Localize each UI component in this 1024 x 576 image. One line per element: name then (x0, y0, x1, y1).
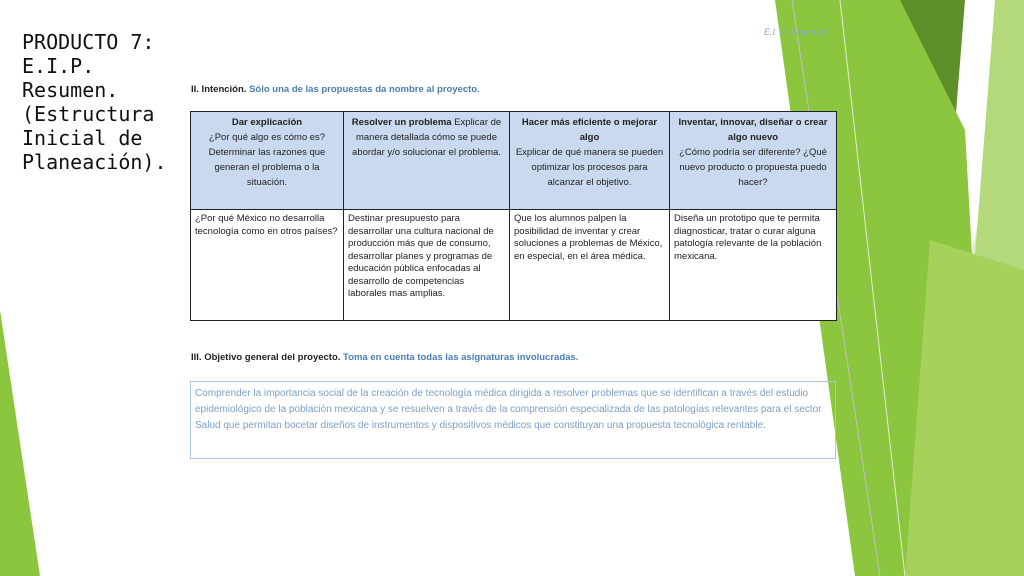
header-title: Resolver un problema (351, 117, 452, 128)
table-cell: Diseña un prototipo que te permita diagnosticar, tratar o curar alguna patología relevante de la población mexicana. (670, 210, 837, 321)
table-row (191, 210, 837, 321)
table-header-cell (344, 112, 510, 210)
table-cell: Que los alumnos palpen la posibilidad de inventar y crear soluciones a problemas de México, en especial, en el área médica. (510, 210, 670, 321)
slide-title: PRODUCTO 7: E.I.P. Resumen. (Estructura Inicial de Planeación). (22, 30, 167, 174)
table-cell: ¿Por qué México no desarrolla tecnología como en otros países? (191, 210, 344, 321)
table-header-cell (670, 112, 837, 210)
table-header-row (191, 112, 837, 210)
table-header-cell (191, 112, 344, 210)
section-intent-heading (191, 84, 480, 95)
section-objective-label: III. Objetivo general del proyecto. (191, 352, 341, 363)
section-intent-label: II. Intención. (191, 84, 247, 95)
header-title: Inventar, innovar, diseñar o crear algo nuevo (678, 117, 828, 143)
header-text: ¿Cómo podría ser diferente? ¿Qué nuevo producto o propuesta puedo hacer? (679, 147, 827, 188)
table-header-cell (510, 112, 670, 210)
intent-table (190, 111, 837, 321)
section-intent-note: Sólo una de las propuestas da nombre al proyecto (249, 84, 478, 95)
header-text: Explicar de qué manera se pueden optimizar los procesos para alcanzar el objetivo. (515, 147, 664, 188)
header-note: E.I. P. Resumen (764, 27, 829, 37)
section-objective-heading (191, 352, 578, 363)
header-text: ¿Por qué algo es cómo es? Determinar las razones que generan el problema o la situación. (208, 132, 326, 188)
objective-text-box[interactable]: Comprender la importancia social de la creación de tecnología médica dirigida a resolver problemas que se identifican a través del estudio epidemiológico de la población mexicana y se resuelven a través de la comprensión especializada de las patologías relevantes para el sector Salud que permitan bocetar diseños de instrumentos y dispositivos médicos que constituyan una propuesta tecnológica rentable. (190, 381, 836, 459)
left-green-triangle (0, 310, 40, 576)
table-cell: Destinar presupuesto para desarrollar una cultura nacional de producción más que de consumo, desarrollar planes y programas de educación pública enfocadas al desarrollo de competencias laborales mas amplias. (344, 210, 510, 321)
header-title: Dar explicación (231, 117, 303, 128)
section-intent-period: . (477, 84, 480, 95)
header-title: Hacer más eficiente o mejorar algo (521, 117, 658, 143)
header-text: Explicar de manera detallada cómo se puede abordar y/o solucionar el problema. (352, 117, 502, 158)
section-objective-note: Toma en cuenta todas las asignaturas involucradas. (343, 352, 579, 363)
